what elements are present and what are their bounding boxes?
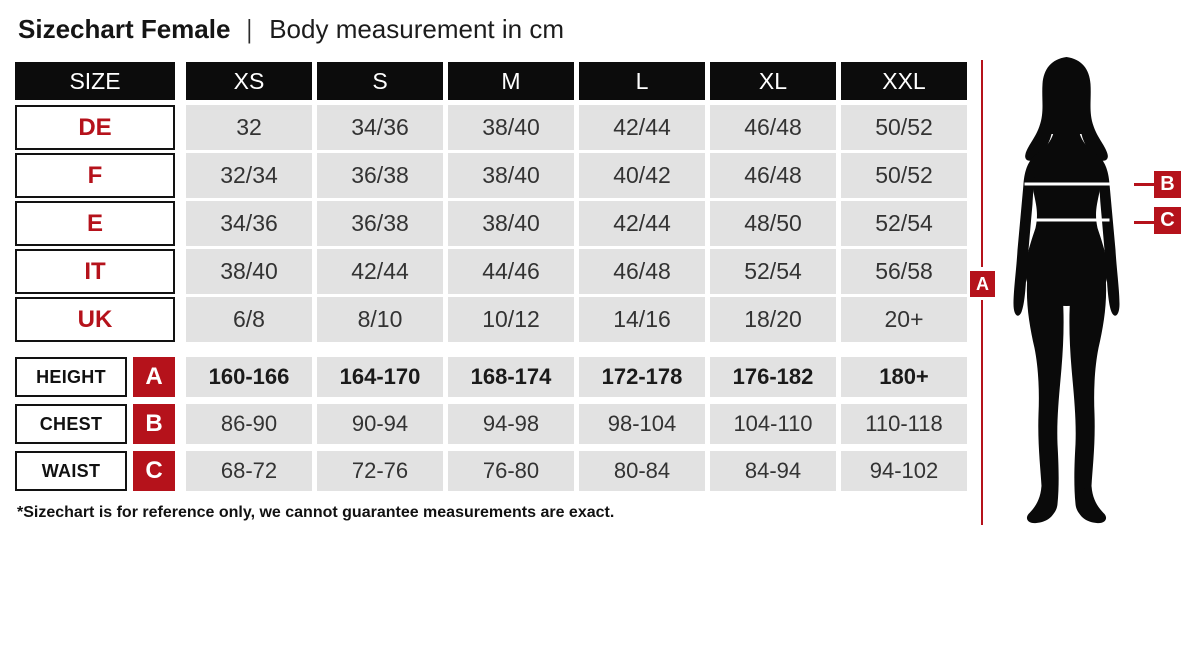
measurement-section [15, 357, 967, 491]
table-cell: 42/44 [317, 249, 443, 294]
table-cell: 72-76 [317, 451, 443, 491]
table-cell: 94-98 [448, 404, 574, 444]
row-label-e: E [15, 201, 175, 246]
figure-hair [1025, 57, 1108, 161]
table-cell: 50/52 [841, 153, 967, 198]
row-label-uk: UK [15, 297, 175, 342]
waist-tick-line [1134, 221, 1154, 224]
chest-line [1025, 183, 1121, 186]
marker-c-figure: C [1154, 207, 1181, 234]
table-cell: 172-178 [579, 357, 705, 397]
table-cell: 168-174 [448, 357, 574, 397]
figure-left-leg [1027, 266, 1064, 517]
marker-c-table: C [133, 451, 175, 491]
table-row-waist [15, 451, 967, 491]
table-cell: 46/48 [579, 249, 705, 294]
table-cell: 34/36 [186, 201, 312, 246]
table-cell: 76-80 [448, 451, 574, 491]
header-cell-s: S [317, 62, 443, 100]
table-cell: 6/8 [186, 297, 312, 342]
table-cell: 34/36 [317, 105, 443, 150]
table-cell: 14/16 [579, 297, 705, 342]
table-cell: 48/50 [710, 201, 836, 246]
table-header-row [15, 62, 967, 100]
page-title [18, 14, 564, 45]
table-cell: 8/10 [317, 297, 443, 342]
header-cell-xl: XL [710, 62, 836, 100]
table-cell: 40/42 [579, 153, 705, 198]
table-cell: 10/12 [448, 297, 574, 342]
row-label-de: DE [15, 105, 175, 150]
table-cell: 38/40 [448, 153, 574, 198]
figure-torso [1026, 128, 1108, 306]
table-cell: 46/48 [710, 105, 836, 150]
table-cell: 38/40 [448, 201, 574, 246]
table-cell: 104-110 [710, 404, 836, 444]
figure-right-foot [1076, 486, 1107, 523]
table-cell: 90-94 [317, 404, 443, 444]
table-cell: 36/38 [317, 153, 443, 198]
table-cell: 160-166 [186, 357, 312, 397]
chest-tick-line [1134, 183, 1154, 186]
height-measure-line-bottom [981, 300, 983, 525]
row-label-chest: CHEST [15, 404, 127, 444]
table-row-e [15, 201, 967, 246]
table-row-chest [15, 404, 967, 444]
table-cell: 18/20 [710, 297, 836, 342]
table-cell: 42/44 [579, 201, 705, 246]
table-cell: 84-94 [710, 451, 836, 491]
table-cell: 98-104 [579, 404, 705, 444]
marker-b-figure: B [1154, 171, 1181, 198]
table-cell: 46/48 [710, 153, 836, 198]
height-measure-line-top [981, 60, 983, 267]
row-label-waist: WAIST [15, 451, 127, 491]
header-cell-size: SIZE [15, 62, 175, 100]
table-row-height [15, 357, 967, 397]
table-cell: 86-90 [186, 404, 312, 444]
table-cell: 44/46 [448, 249, 574, 294]
header-cell-l: L [579, 62, 705, 100]
table-row-it [15, 249, 967, 294]
row-label-it: IT [15, 249, 175, 294]
table-cell: 94-102 [841, 451, 967, 491]
table-cell: 38/40 [186, 249, 312, 294]
figure-right-leg [1069, 266, 1106, 517]
table-cell: 52/54 [710, 249, 836, 294]
table-cell: 32/34 [186, 153, 312, 198]
table-cell: 164-170 [317, 357, 443, 397]
row-label-height: HEIGHT [15, 357, 127, 397]
table-cell: 50/52 [841, 105, 967, 150]
marker-b-table: B [133, 404, 175, 444]
header-cell-xs: XS [186, 62, 312, 100]
figure-left-foot [1027, 486, 1058, 523]
table-cell: 52/54 [841, 201, 967, 246]
header-cell-xxl: XXL [841, 62, 967, 100]
footnote: *Sizechart is for reference only, we cannot guarantee measurements are exact. [17, 504, 615, 521]
table-cell: 176-182 [710, 357, 836, 397]
title-main: Sizechart Female [18, 14, 231, 44]
waist-line [1035, 219, 1110, 222]
table-cell: 32 [186, 105, 312, 150]
figure-left-arm [1014, 154, 1039, 316]
header-cell-m: M [448, 62, 574, 100]
table-cell: 20+ [841, 297, 967, 342]
table-row-de [15, 105, 967, 150]
row-label-f: F [15, 153, 175, 198]
table-cell: 56/58 [841, 249, 967, 294]
marker-a-table: A [133, 357, 175, 397]
table-cell: 36/38 [317, 201, 443, 246]
table-row-uk [15, 297, 967, 342]
table-cell: 38/40 [448, 105, 574, 150]
sizechart-table [15, 62, 967, 498]
female-silhouette-figure [1004, 56, 1145, 530]
table-cell: 42/44 [579, 105, 705, 150]
title-separator: | [247, 14, 253, 44]
table-cell: 80-84 [579, 451, 705, 491]
table-cell: 180+ [841, 357, 967, 397]
table-cell: 68-72 [186, 451, 312, 491]
table-row-f [15, 153, 967, 198]
title-subtitle: Body measurement in cm [269, 14, 564, 44]
marker-a-figure: A [970, 271, 995, 297]
figure-right-arm [1095, 154, 1120, 316]
table-cell: 110-118 [841, 404, 967, 444]
